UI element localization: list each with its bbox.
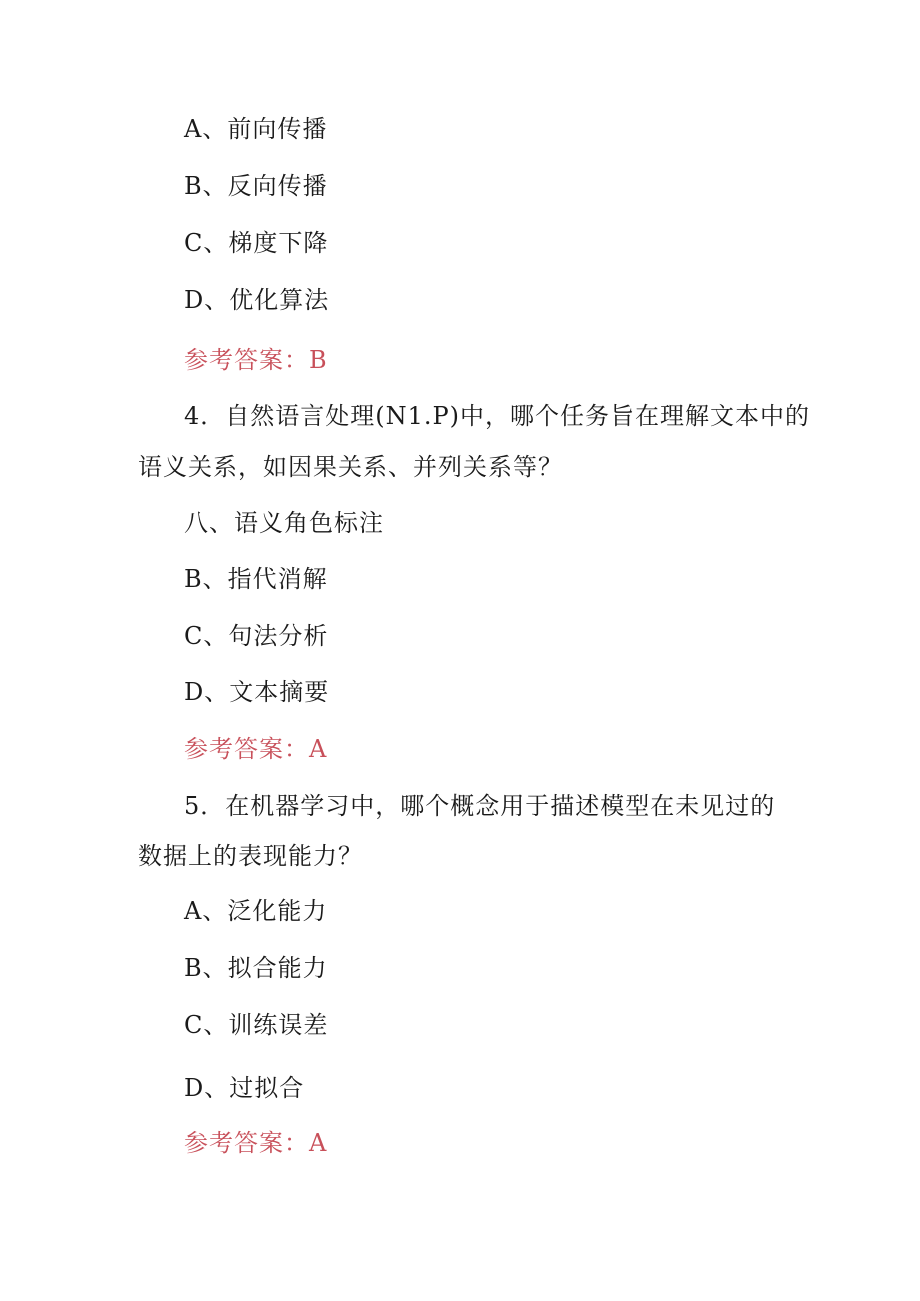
q5-option-b: B、拟合能力 xyxy=(184,954,328,982)
option-a-forward-propagation: A、前向传播 xyxy=(184,115,328,143)
option-b-backpropagation: B、反向传播 xyxy=(184,172,328,200)
q5-option-c: C、训练误差 xyxy=(184,1011,329,1039)
option-c-gradient-descent: C、梯度下降 xyxy=(184,229,329,257)
answer-q4: 参考答案：A xyxy=(184,735,328,763)
question-5-line2: 数据上的表现能力？ xyxy=(138,842,363,870)
q4-option-c: C、句法分析 xyxy=(184,622,329,650)
q4-option-a: 八、语义角色标注 xyxy=(184,509,384,537)
option-d-optimization-algorithm: D、优化算法 xyxy=(184,286,330,314)
question-5-line1: 5．在机器学习中，哪个概念用于描述模型在未见过的 xyxy=(184,792,776,820)
answer-q5: 参考答案：A xyxy=(184,1129,328,1157)
q4-option-d: D、文本摘要 xyxy=(184,678,330,706)
q5-option-a: A、泛化能力 xyxy=(184,897,328,925)
answer-block1: 参考答案：B xyxy=(184,346,328,374)
q5-option-d: D、过拟合 xyxy=(184,1074,305,1102)
question-4-line1: 4．自然语言处理(N1.P)中，哪个任务旨在理解文本中的 xyxy=(184,402,811,430)
question-4-line2: 语义关系，如因果关系、并列关系等？ xyxy=(138,453,563,481)
q4-option-b: B、指代消解 xyxy=(184,565,328,593)
